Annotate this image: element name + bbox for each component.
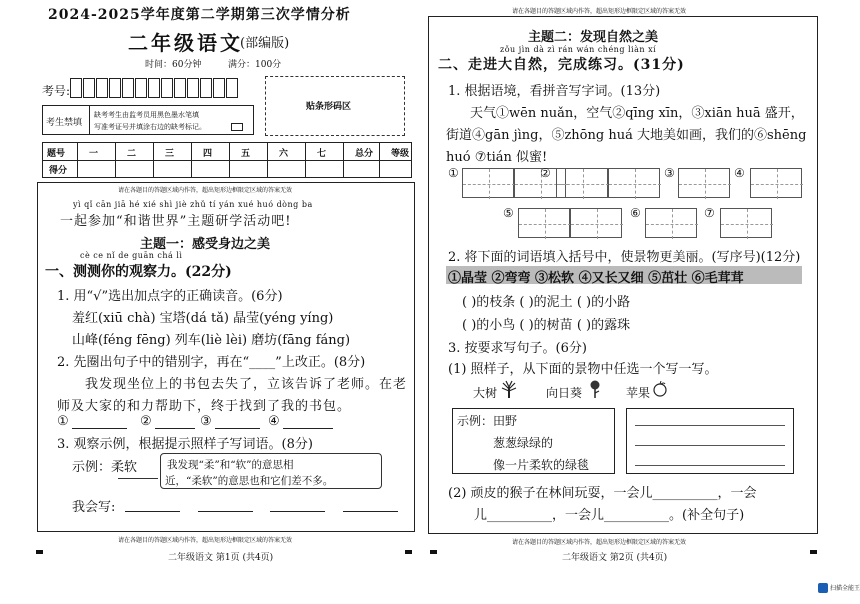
alignment-mark bbox=[405, 550, 412, 554]
answer-notice-top: 请在各题目的答题区域内作答，超出矩形边框限定区域的答案无效 bbox=[118, 187, 293, 194]
q2-blank-2[interactable] bbox=[155, 428, 195, 429]
p2-q1-line-1: 天气①wēn nuǎn，空气②qīng xīn，③xiān huā 盛开， bbox=[470, 106, 804, 121]
score-cell[interactable] bbox=[154, 161, 190, 177]
q2-blank-4[interactable] bbox=[283, 428, 333, 429]
answer-box[interactable] bbox=[626, 408, 794, 474]
exam-number-cell[interactable] bbox=[96, 78, 108, 98]
exam-number-cell[interactable] bbox=[226, 78, 238, 98]
p2-q3-2-line-1[interactable]: (2) 顽皮的猴子在林间玩耍，一会儿__________，一会 bbox=[448, 486, 757, 501]
q3-hint-bubble bbox=[160, 453, 382, 489]
p2-q2-row-2[interactable]: ( )的小鸟 ( )的树苗 ( )的露珠 bbox=[462, 318, 631, 333]
forbid-label: 考生禁填 bbox=[46, 118, 83, 128]
q3-write-blank-4[interactable] bbox=[343, 511, 398, 512]
score-cell[interactable] bbox=[268, 161, 304, 177]
exam-number-cell[interactable] bbox=[200, 78, 212, 98]
example-line-3: 像一片柔软的绿毯 bbox=[493, 458, 590, 472]
theme-pinyin: yì qǐ cān jiā hé xié shì jiè zhǔ tí yán xué huó dòng ba bbox=[73, 200, 313, 209]
write-grid-7a[interactable] bbox=[720, 208, 772, 238]
score-table-header: 题号 bbox=[47, 149, 66, 159]
write-grid-2a[interactable] bbox=[556, 168, 608, 198]
q2-prompt: 2. 先圈出句子中的错别字，再在“____”上改正。(8分) bbox=[57, 355, 366, 370]
q3-prompt: 3. 观察示例，根据提示照样子写词语。(8分) bbox=[57, 437, 313, 452]
scanner-app-icon bbox=[818, 583, 828, 593]
p2-q3-prompt: 3. 按要求写句子。(6分) bbox=[448, 341, 587, 356]
grid-label-4: ④ bbox=[734, 166, 745, 180]
apple-icon bbox=[653, 381, 667, 397]
p2-q1-line-2: 街道④gān jìng，⑤zhōng huá 大地美如画，我们的⑥shēng bbox=[446, 128, 807, 143]
q1-prompt: 1. 用“√”选出加点字的正确读音。(6分) bbox=[57, 289, 283, 304]
q2-blank-1[interactable] bbox=[72, 428, 127, 429]
q3-write-label: 我会写: bbox=[72, 500, 116, 515]
item-tree: 大树 bbox=[473, 386, 498, 400]
write-grid-4a[interactable] bbox=[750, 168, 802, 198]
q1-row-2: 山峰(féng fēng) 列车(liè lèi) 磨坊(fāng fáng) bbox=[72, 333, 351, 348]
score-cell[interactable] bbox=[306, 161, 342, 177]
q2-blank-label-1: ① bbox=[57, 414, 69, 429]
p2-q1-prompt: 1. 根据语境，看拼音写字词。(13分) bbox=[448, 84, 661, 99]
exam-number-cell[interactable] bbox=[174, 78, 186, 98]
exam-number-cell[interactable] bbox=[148, 78, 160, 98]
theme-title: 一起参加“和谐世界”主题研学活动吧! bbox=[60, 214, 292, 229]
exam-number-cell[interactable] bbox=[70, 78, 82, 98]
score-table-header: 七 bbox=[317, 149, 327, 159]
score-cell[interactable] bbox=[192, 161, 228, 177]
score-table-header: 三 bbox=[165, 149, 175, 159]
watermark: 扫描全能王 bbox=[830, 585, 860, 592]
grid-label-3: ③ bbox=[664, 166, 675, 180]
answer-notice-bottom: 请在各题目的答题区域内作答，超出矩形边框限定区域的答案无效 bbox=[118, 537, 293, 544]
topic-2-pinyin: zǒu jìn dà zì rán wán chéng liàn xí bbox=[500, 45, 657, 54]
forbid-box bbox=[42, 105, 254, 135]
word-bank: ①晶莹 ②弯弯 ③松软 ④又长又细 ⑤茁壮 ⑥毛茸茸 bbox=[448, 271, 744, 286]
example-box bbox=[452, 408, 615, 474]
alignment-mark bbox=[36, 550, 43, 554]
p2-q1-line-3: huó ⑦tián 似蜜! bbox=[446, 150, 548, 165]
q3-write-blank-3[interactable] bbox=[270, 511, 325, 512]
score-cell[interactable] bbox=[380, 161, 416, 177]
p2-q2-prompt: 2. 将下面的词语填入括号中，使景物更美丽。(写序号)(12分) bbox=[448, 250, 801, 265]
q3-write-blank-1[interactable] bbox=[125, 511, 180, 512]
score-table-header: 五 bbox=[241, 149, 251, 159]
q2-blank-label-2: ② bbox=[140, 414, 152, 429]
score-cell[interactable] bbox=[116, 161, 152, 177]
footer-page-1: 二年级语文 第1页 (共4页) bbox=[168, 553, 274, 563]
q2-text-2: 师及大家的和力帮助下，终于找到了我的书包。 bbox=[57, 399, 352, 414]
topic-1: 主题一：感受身边之美 bbox=[140, 237, 271, 252]
sunflower-icon bbox=[588, 380, 602, 398]
write-grid-5b[interactable] bbox=[570, 208, 622, 238]
score-table-header: 二 bbox=[127, 149, 137, 159]
p2-notice-top: 请在各题目的答题区域内作答，超出矩形边框限定区域的答案无效 bbox=[512, 8, 687, 15]
score-row-label: 得分 bbox=[49, 166, 68, 176]
write-grid-5a[interactable] bbox=[518, 208, 570, 238]
alignment-mark bbox=[430, 550, 437, 554]
score-table-header: 一 bbox=[89, 149, 99, 159]
forbid-text-1: 缺考考生由监考员用黑色墨水笔填 bbox=[94, 111, 199, 119]
score-table-header: 总分 bbox=[355, 149, 374, 159]
q1-row-1: 羞红(xiū chà) 宝塔(dá tǎ) 晶莹(yéng yíng) bbox=[72, 311, 334, 326]
page-title: 二年级语文 bbox=[128, 31, 243, 55]
exam-time: 时间：60分钟 bbox=[145, 60, 202, 70]
score-table-header: 等级 bbox=[391, 149, 410, 159]
p2-q3-2-line-2[interactable]: 儿__________，一会儿__________。(补全句子) bbox=[474, 508, 745, 523]
score-table-header: 六 bbox=[279, 149, 289, 159]
exam-number-cell[interactable] bbox=[161, 78, 173, 98]
write-grid-3a[interactable] bbox=[678, 168, 730, 198]
exam-number-cell[interactable] bbox=[122, 78, 134, 98]
write-grid-1a[interactable] bbox=[462, 168, 514, 198]
q2-blank-label-4: ④ bbox=[268, 414, 280, 429]
exam-number-cell[interactable] bbox=[109, 78, 121, 98]
score-table-header: 四 bbox=[203, 149, 213, 159]
grid-label-7: ⑦ bbox=[704, 206, 715, 220]
topic-2: 主题二：发现自然之美 bbox=[528, 30, 659, 45]
p2-q2-row-1[interactable]: ( )的枝条 ( )的泥土 ( )的小路 bbox=[462, 295, 631, 310]
score-cell[interactable] bbox=[230, 161, 266, 177]
absent-mark-checkbox[interactable] bbox=[231, 123, 243, 131]
barcode-area bbox=[265, 76, 405, 136]
edition: (部编版) bbox=[240, 36, 290, 51]
example-line-2: 葱葱绿绿的 bbox=[493, 436, 554, 450]
section-1-title: 一、测测你的观察力。(22分) bbox=[45, 264, 232, 280]
section-2-title: 二、走进大自然，完成练习。(31分) bbox=[438, 57, 685, 73]
barcode-label: 贴条形码区 bbox=[306, 102, 352, 112]
p2-q3-1: (1) 照样子，从下面的景物中任选一个写一写。 bbox=[448, 362, 718, 377]
score-table bbox=[42, 142, 412, 178]
full-score: 满分：100分 bbox=[228, 60, 282, 70]
footer-page-2: 二年级语文 第2页 (共4页) bbox=[562, 553, 668, 563]
q3-write-blank-2[interactable] bbox=[198, 511, 253, 512]
grid-label-6: ⑥ bbox=[630, 206, 641, 220]
example-line-1: 示例：田野 bbox=[457, 414, 518, 428]
exam-number-cell[interactable] bbox=[83, 78, 95, 98]
exam-header: 2024-2025学年度第二学期第三次学情分析 bbox=[48, 7, 351, 23]
section-1-pinyin: cè ce nǐ de guān chá lì bbox=[80, 251, 183, 260]
grid-label-1: ① bbox=[448, 166, 459, 180]
forbid-text-2: 写准考证号并填涂右边的缺考标记。 bbox=[94, 123, 206, 131]
q2-blank-label-3: ③ bbox=[200, 414, 212, 429]
write-grid-6a[interactable] bbox=[645, 208, 697, 238]
item-sunflower: 向日葵 bbox=[546, 386, 583, 400]
q2-text-1: 我发现坐位上的书包去失了，立该告诉了老师。在老 bbox=[85, 377, 408, 392]
grid-label-5: ⑤ bbox=[503, 206, 514, 220]
exam-number-cell[interactable] bbox=[135, 78, 147, 98]
score-cell[interactable] bbox=[344, 161, 378, 177]
grid-label-2: ② bbox=[540, 166, 551, 180]
write-grid-2b[interactable] bbox=[608, 168, 660, 198]
tree-icon bbox=[500, 380, 518, 398]
alignment-mark bbox=[810, 550, 817, 554]
q2-blank-3[interactable] bbox=[215, 428, 260, 429]
exam-number-cell[interactable] bbox=[187, 78, 199, 98]
item-apple: 苹果 bbox=[626, 386, 651, 400]
q3-example: 示例：柔软 bbox=[72, 460, 138, 475]
exam-number-cell[interactable] bbox=[213, 78, 225, 98]
q3-hint-line-2: 近，“柔软”的意思也和它们差不多。 bbox=[165, 475, 334, 487]
p2-notice-bottom: 请在各题目的答题区域内作答，超出矩形边框限定区域的答案无效 bbox=[512, 539, 687, 546]
exam-number-label: 考号: bbox=[42, 84, 71, 98]
score-cell[interactable] bbox=[78, 161, 114, 177]
q3-hint-line-1: 我发现“柔”和“软”的意思相 bbox=[167, 459, 294, 471]
